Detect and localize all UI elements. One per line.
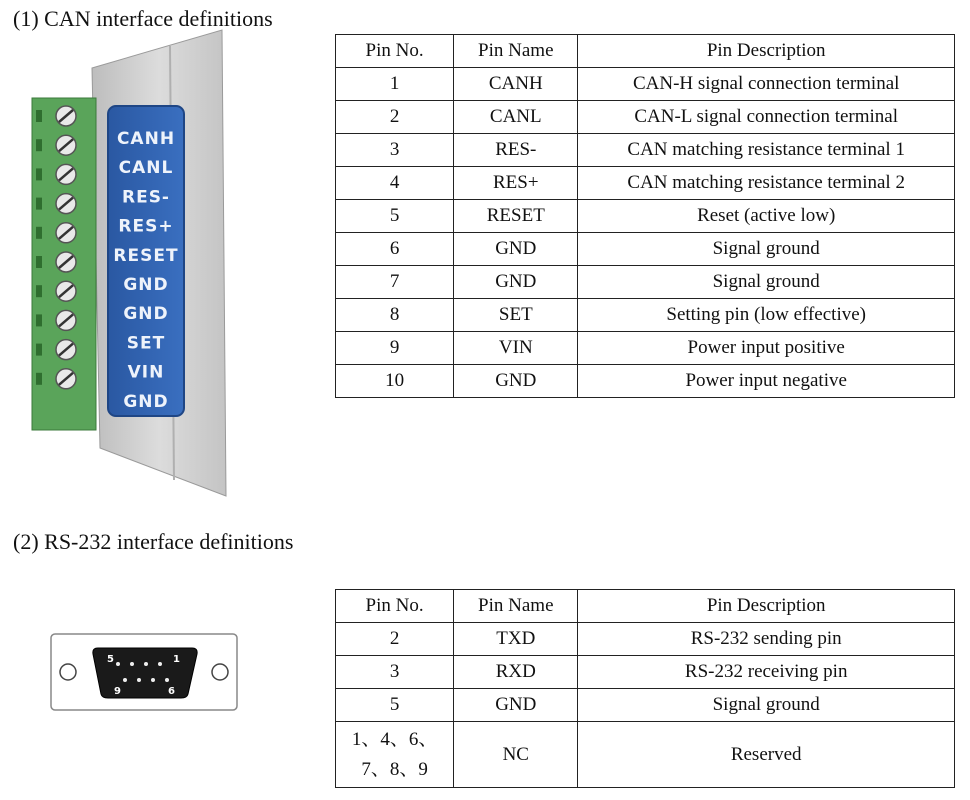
pin-no-cell: 3 <box>336 656 454 689</box>
table-row <box>336 101 955 134</box>
pin-name-cell: NC <box>454 722 578 788</box>
header-pin-name: Pin Name <box>454 35 578 68</box>
table-row <box>336 332 955 365</box>
device-pin-label: SET <box>126 333 166 354</box>
pin-description-cell: CAN matching resistance terminal 1 <box>578 134 955 167</box>
pin-no-cell: 9 <box>336 332 454 365</box>
pin-no-cell <box>336 722 454 788</box>
pin-description-cell: CAN matching resistance terminal 2 <box>578 167 955 200</box>
rs232-pin-table <box>335 589 955 788</box>
pin-description-cell: CAN-H signal connection terminal <box>578 68 955 101</box>
table-row <box>336 233 955 266</box>
table-row <box>336 656 955 689</box>
pin-no-cell: 2 <box>336 101 454 134</box>
terminal-tab <box>36 373 42 385</box>
pin-no-cell: 1 <box>336 68 454 101</box>
pin-name-cell: TXD <box>454 623 578 656</box>
table-row <box>336 299 955 332</box>
device-pin-label: RES- <box>121 187 171 208</box>
terminal-tab <box>36 198 42 210</box>
pin-no-cell: 4 <box>336 167 454 200</box>
header-pin-description: Pin Description <box>578 35 955 68</box>
pin-no-line: 7、8、9 <box>361 758 428 780</box>
device-pin-label: RES+ <box>118 216 174 237</box>
db9-pin-9-label: 9 <box>114 686 121 697</box>
pin-description-cell: Signal ground <box>578 689 955 722</box>
rs232-section-heading: (2) RS-232 interface definitions <box>13 529 294 554</box>
pin-description-cell: Signal ground <box>578 266 955 299</box>
pin-name-cell: CANL <box>454 101 578 134</box>
pin-description-cell: Power input negative <box>578 365 955 398</box>
pin-description-cell: Power input positive <box>578 332 955 365</box>
pin-name-cell: VIN <box>454 332 578 365</box>
terminal-tab <box>36 139 42 151</box>
pin-name-cell: RXD <box>454 656 578 689</box>
can-section-heading: (1) CAN interface definitions <box>13 6 273 31</box>
device-pin-label: GND <box>123 275 169 295</box>
device-pin-label: RESET <box>113 245 179 266</box>
table-row <box>336 689 955 722</box>
pin-no-cell: 7 <box>336 266 454 299</box>
pin-no-cell: 10 <box>336 365 454 398</box>
can-connector-image <box>30 28 230 498</box>
device-pin-label: CANL <box>118 158 174 179</box>
db9-pin-5-label: 5 <box>107 654 114 665</box>
table-row <box>336 68 955 101</box>
pin-name-cell: RES+ <box>454 167 578 200</box>
pin-name-cell: RESET <box>454 200 578 233</box>
pin-no-cell: 5 <box>336 200 454 233</box>
pin-name-cell: RES- <box>454 134 578 167</box>
pin-description-cell: Reset (active low) <box>578 200 955 233</box>
pin-name-cell: CANH <box>454 68 578 101</box>
terminal-tab <box>36 168 42 180</box>
pin-description-cell: Reserved <box>578 722 955 788</box>
pin-no-cell: 3 <box>336 134 454 167</box>
pin-no-line: 1、4、6、 <box>351 728 438 750</box>
table-row <box>336 167 955 200</box>
pin-no-cell: 6 <box>336 233 454 266</box>
pin-name-cell: GND <box>454 233 578 266</box>
pin-description-cell: Signal ground <box>578 233 955 266</box>
pin-name-cell: GND <box>454 266 578 299</box>
table-row <box>336 365 955 398</box>
terminal-tab <box>36 344 42 356</box>
pin-description-cell: RS-232 receiving pin <box>578 656 955 689</box>
pin-no-cell: 5 <box>336 689 454 722</box>
header-pin-name: Pin Name <box>454 590 578 623</box>
pin-no-cell: 8 <box>336 299 454 332</box>
table-row <box>336 266 955 299</box>
device-pin-label: CANH <box>116 129 176 149</box>
header-pin-description: Pin Description <box>578 590 955 623</box>
terminal-tab <box>36 227 42 239</box>
db9-connector-image <box>50 632 240 712</box>
device-pin-label: VIN <box>127 362 165 383</box>
pin-description-cell: RS-232 sending pin <box>578 623 955 656</box>
table-row <box>336 623 955 656</box>
table-row <box>336 134 955 167</box>
can-pin-table <box>335 34 955 398</box>
pin-no-cell: 2 <box>336 623 454 656</box>
terminal-tab <box>36 285 42 297</box>
pin-description-cell: CAN-L signal connection terminal <box>578 101 955 134</box>
table-header-row <box>336 590 955 623</box>
db9-pin-1-label: 1 <box>173 654 180 665</box>
pin-name-cell: SET <box>454 299 578 332</box>
db9-pin-6-label: 6 <box>168 686 175 697</box>
pin-description-cell: Setting pin (low effective) <box>578 299 955 332</box>
header-pin-no: Pin No. <box>336 35 454 68</box>
table-header-row <box>336 35 955 68</box>
terminal-tab <box>36 314 42 326</box>
device-pin-label: GND <box>123 304 169 325</box>
table-row <box>336 722 955 788</box>
device-pin-label: GND <box>123 391 169 412</box>
header-pin-no: Pin No. <box>336 590 454 623</box>
table-row <box>336 200 955 233</box>
terminal-tab <box>36 110 42 122</box>
pin-name-cell: GND <box>454 365 578 398</box>
pin-name-cell: GND <box>454 689 578 722</box>
terminal-tab <box>36 256 42 268</box>
